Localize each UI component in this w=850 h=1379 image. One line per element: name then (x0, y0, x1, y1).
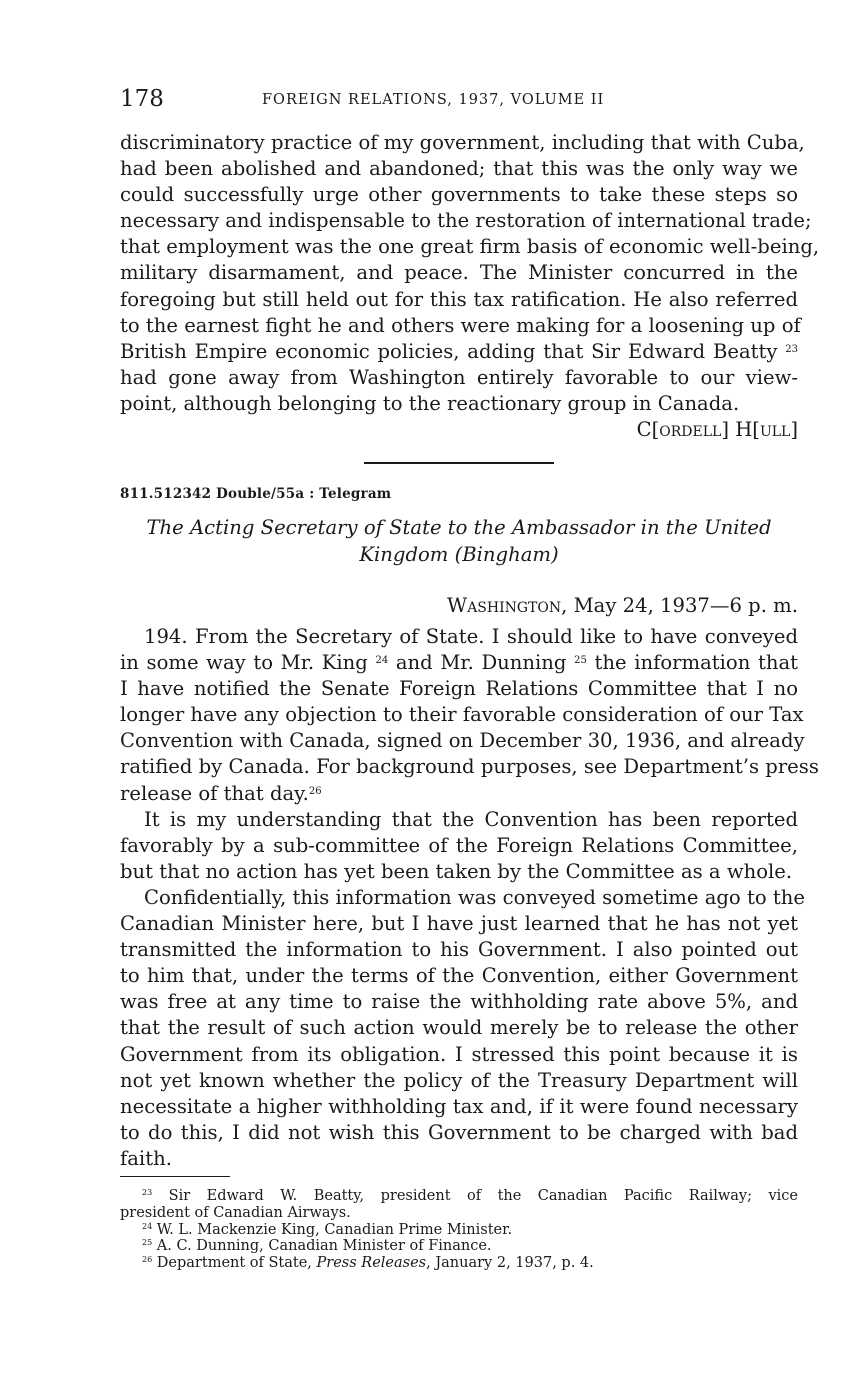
text-line: necessitate a higher withholding tax and, if it were found necessary (120, 1094, 798, 1118)
footnote-marker: 25 (142, 1238, 153, 1248)
footnote-marker: 26 (142, 1255, 153, 1265)
running-head: FOREIGN RELATIONS, 1937, VOLUME II (262, 92, 605, 108)
dateline-initial: W (447, 594, 468, 617)
footnote-text: Sir Edward W. Beatty, president of the Canadian Pacific Railway; vice (168, 1188, 799, 1204)
footnote-26 (120, 1255, 798, 1272)
signature-rest-c: ordell (659, 418, 722, 442)
text-line: was free at any time to raise the withholding rate above 5%, and (120, 990, 798, 1014)
text-line: not yet known whether the policy of the Treasury Department will (120, 1068, 798, 1092)
text-line: point, although belonging to the reactionary group in Canada. (120, 391, 740, 415)
footnote-marker: 24 (142, 1221, 153, 1231)
footnote-ref-26: 26 (308, 785, 322, 797)
dateline (120, 594, 798, 617)
footnote-text: W. L. Mackenzie King, Canadian Prime Minister. (156, 1221, 513, 1238)
footnote-ref-25: 25 (574, 655, 587, 667)
footnote-text: A. C. Dunning, Canadian Minister of Finance. (156, 1238, 492, 1255)
telegram-body (120, 624, 819, 1172)
text-line: that employment was the one great firm basis of economic well-being, (120, 235, 820, 259)
text-line: discriminatory practice of my government, including that with Cuba, (120, 131, 805, 154)
text-line: to the earnest fight he and others were making for a loosening up of (120, 313, 801, 337)
title-line: Kingdom (Bingham) (359, 542, 559, 566)
text-line: Confidentially, this information was conveyed sometime ago to the (144, 885, 805, 909)
text-line: Government from its obligation. I stressed this point because it is (120, 1042, 798, 1066)
footnote-24 (120, 1222, 798, 1239)
footnote-text: Department of State, (156, 1255, 317, 1272)
footnote-23 (120, 1188, 798, 1205)
footnote-marker: 23 (142, 1188, 153, 1197)
footnote-25 (120, 1238, 798, 1255)
signature-rest-h: ull (759, 418, 791, 442)
document-title (120, 515, 798, 568)
text-segment: in some way to Mr. King (120, 651, 368, 675)
signature-initial-h: H (735, 418, 753, 442)
text-line (120, 650, 798, 676)
text-line: had gone away from Washington entirely favorable to our view- (120, 365, 798, 389)
footnote-italic-title: Press Releases (316, 1255, 427, 1272)
footnote-ref-24: 24 (375, 655, 389, 667)
text-line: It is my understanding that the Convention has been reported (144, 807, 798, 831)
text-line: faith. (120, 1146, 172, 1170)
footnote-ref-23: 23 (785, 343, 798, 355)
text-line: foregoing but still held out for this tax ratification. He also referred (120, 287, 798, 311)
text-segment: the information that (594, 651, 799, 675)
signature-initial-c: C (636, 418, 652, 442)
text-line: to him that, under the terms of the Convention, either Government (120, 964, 798, 988)
text-line: had been abolished and abandoned; that this was the only way we (120, 157, 798, 181)
text-line: longer have any objection to their favorable consideration of our Tax (120, 703, 804, 727)
text-segment: release of that day. (120, 781, 309, 805)
text-line: I have notified the Senate Foreign Relations Committee that I no (120, 677, 798, 701)
text-line (120, 781, 798, 807)
text-segment: British Empire economic policies, adding that Sir Edward Beatty (120, 339, 778, 363)
signature: C[ordell] H[ull] (636, 418, 798, 442)
continued-letter-text (120, 130, 820, 443)
document-reference: 811.512342 Double/55a : Telegram (120, 486, 392, 502)
dateline-date: , May 24, 1937—6 p. m. (561, 594, 798, 617)
footnote-text: , January 2, 1937, p. 4. (426, 1255, 594, 1272)
footnotes (120, 1188, 798, 1272)
text-segment: and Mr. Dunning (395, 651, 567, 675)
section-divider (364, 462, 554, 464)
text-line: Convention with Canada, signed on December 30, 1936, and already (120, 729, 805, 753)
dateline-place: ashington (467, 594, 562, 617)
page-number: 178 (120, 86, 164, 112)
text-line: favorably by a sub-committee of the Foreign Relations Committee, (120, 833, 798, 857)
footnote-divider (120, 1176, 230, 1177)
text-line: transmitted the information to his Government. I also pointed out (120, 938, 798, 962)
footnote-continuation: president of Canadian Airways. (120, 1204, 351, 1221)
text-line: but that no action has yet been taken by the Committee as a whole. (120, 859, 793, 883)
text-line: that the result of such action would merely be to release the other (120, 1016, 798, 1040)
title-line: The Acting Secretary of State to the Ambassador in the United (146, 516, 772, 539)
text-line (120, 339, 798, 365)
text-line: ratified by Canada. For background purposes, see Department’s press (120, 755, 819, 779)
text-line: could successfully urge other governments to take these steps so (120, 183, 798, 207)
text-line: 194. From the Secretary of State. I should like to have conveyed (144, 625, 798, 648)
text-line: military disarmament, and peace. The Minister concurred in the (120, 261, 798, 285)
text-line: Canadian Minister here, but I have just learned that he has not yet (120, 912, 798, 936)
text-line: necessary and indispensable to the restoration of international trade; (120, 209, 812, 233)
page-header (120, 86, 800, 116)
text-line: to do this, I did not wish this Government to be charged with bad (120, 1120, 798, 1144)
